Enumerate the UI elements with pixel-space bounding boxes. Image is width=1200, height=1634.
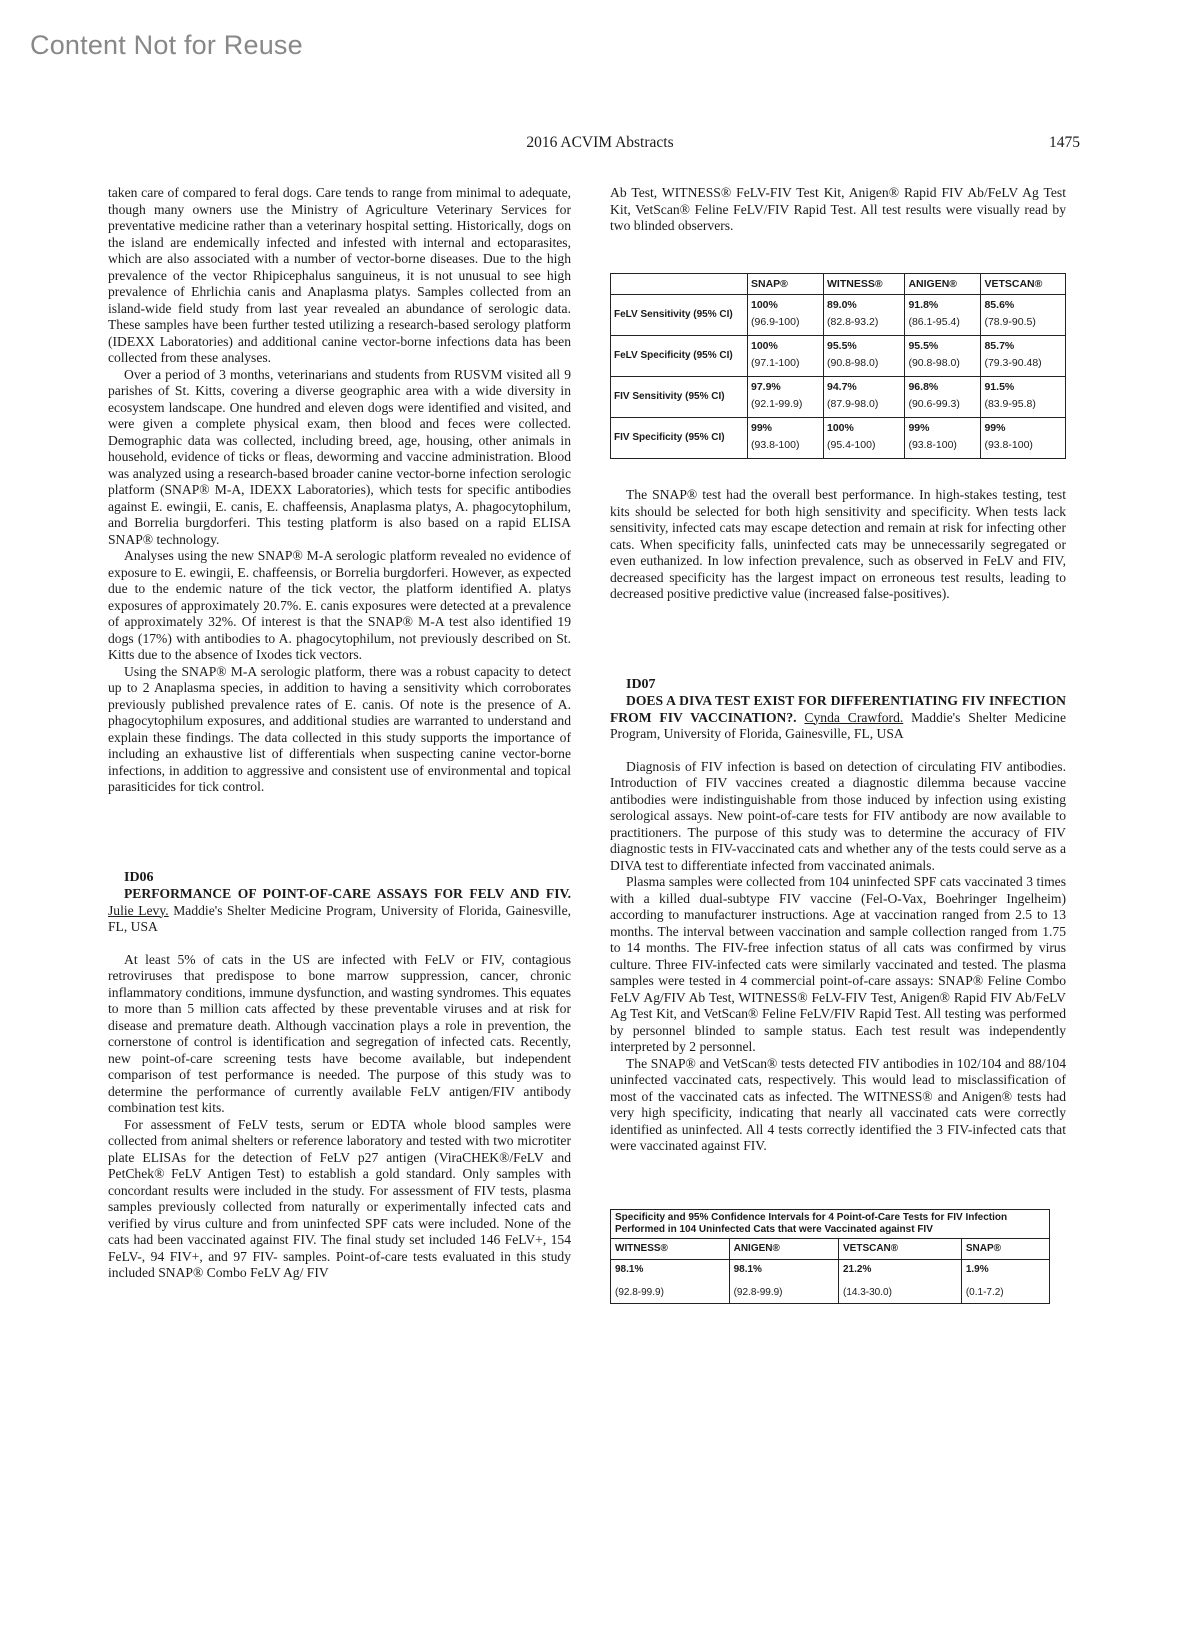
table-cell: 95.5% (90.8-98.0) bbox=[905, 336, 981, 377]
table-cell: 89.0% (82.8-93.2) bbox=[824, 295, 905, 336]
abstract-author: Cynda Crawford. bbox=[804, 709, 904, 725]
table-cell: 99% (93.8-100) bbox=[748, 418, 824, 459]
table-cell: 91.8% (86.1-95.4) bbox=[905, 295, 981, 336]
table-cell: 96.8% (90.6-99.3) bbox=[905, 377, 981, 418]
body-paragraph: The SNAP® test had the overall best performance. In high-stakes testing, test kits should be selected for both high sensitivity and specificity. When tests lack sensitivity, infected cats may escape detection and remain at risk for infecting other cats. When specificity falls, uninfected cats may be unnecessarily segregated or even euthanized. In low infection prevalence, such as observed in FeLV and FIV, decreased specificity has the largest impact on erroneous test results, leading to decreased positive predictive value (increased false-positives). bbox=[610, 487, 1066, 601]
table-cell: 91.5% (83.9-95.8) bbox=[981, 377, 1066, 418]
table-cell: 99% (93.8-100) bbox=[981, 418, 1066, 459]
running-head: 2016 ACVIM Abstracts bbox=[526, 134, 674, 151]
page-number: 1475 bbox=[1049, 134, 1080, 151]
abstract-author: Julie Levy. bbox=[108, 902, 169, 918]
row-label: FeLV Sensitivity (95% CI) bbox=[611, 295, 748, 336]
table-header: ANIGEN® bbox=[729, 1238, 838, 1260]
results-table bbox=[610, 273, 1066, 460]
table-header bbox=[611, 273, 748, 295]
left-column bbox=[108, 185, 571, 1282]
right-column bbox=[610, 185, 1066, 1304]
row-label: FIV Specificity (95% CI) bbox=[611, 418, 748, 459]
body-paragraph: For assessment of FeLV tests, serum or EDTA whole blood samples were collected from animal shelters or reference laboratory and tested with two microtiter plate ELISAs for the detection of FeLV p27 antigen (ViraCHEK®/FeLV and PetChek® FeLV Antigen Test) to establish a gold standard. Only samples with concordant results were included in the study. For assessment of FIV tests, plasma samples previously collected from naturally or experimentally infected cats and verified by virus culture and from uninfected SPF cats were included. None of the cats had been vaccinated against FIV. The final study set included 146 FeLV+, 154 FeLV-, 94 FIV+, and 97 FIV- samples. Point-of-care tests evaluated in this study included SNAP® Combo FeLV Ag/ FIV bbox=[108, 1116, 571, 1280]
table-cell: 100% (96.9-100) bbox=[748, 295, 824, 336]
table-cell: 98.1% (92.8-99.9) bbox=[729, 1260, 838, 1304]
abstract-title: PERFORMANCE OF POINT-OF-CARE ASSAYS FOR FELV AND FIV. bbox=[124, 886, 571, 901]
table-header: WITNESS® bbox=[611, 1238, 730, 1260]
table-cell: 97.9% (92.1-99.9) bbox=[748, 377, 824, 418]
table-header: VETSCAN® bbox=[839, 1238, 962, 1260]
table-header: SNAP® bbox=[961, 1238, 1049, 1260]
table-cell: 100% (95.4-100) bbox=[824, 418, 905, 459]
table-cell: 94.7% (87.9-98.0) bbox=[824, 377, 905, 418]
abstract-affiliation: Maddie's Shelter Medicine Program, University of Florida, Gainesville, FL, USA bbox=[610, 709, 1066, 741]
table-header: SNAP® bbox=[748, 273, 824, 295]
table-header: WITNESS® bbox=[824, 273, 905, 295]
body-paragraph: Diagnosis of FIV infection is based on detection of circulating FIV antibodies. Introduction of FIV vaccines created a diagnostic dilemma because vaccine antibodies were indistinguishable from those induced by infection using existing serological assays. New point-of-care tests for FIV antibody are now available to practitioners. The purpose of this study was to determine the accuracy of FIV diagnostic tests in FIV-vaccinated cats and whether any of the tests could serve as a DIVA test to differentiate infected from vaccinated animals. bbox=[610, 758, 1066, 873]
body-paragraph: Using the SNAP® M-A serologic platform, there was a robust capacity to detect up to 2 Anaplasma species, in addition to having a sensitivity which corroborates previously published prevalence rates of E. canis. Of note is the presence of A. phagocytophilum exposures, and additional studies are warranted to understand and explain these findings. The data collected in this study supports the importance of including an exhaustive list of differentials when suspecting canine vector-borne infections, in addition to aggressive and consistent use of environmental and topical parasiticides for tick control. bbox=[108, 663, 571, 794]
specificity-table bbox=[610, 1209, 1050, 1305]
table-cell: 98.1% (92.8-99.9) bbox=[611, 1260, 730, 1304]
table-cell: 100% (97.1-100) bbox=[748, 336, 824, 377]
table-cell: 99% (93.8-100) bbox=[905, 418, 981, 459]
abstract-affiliation: Maddie's Shelter Medicine Program, University of Florida, Gainesville, FL, USA bbox=[108, 902, 571, 934]
table-caption: Specificity and 95% Confidence Intervals for 4 Point-of-Care Tests for FIV Infection Performed in 104 Uninfected Cats that were Vaccinated against FIV bbox=[611, 1209, 1050, 1238]
body-paragraph: Analyses using the new SNAP® M-A serologic platform revealed no evidence of exposure to E. ewingii, E. chaffeensis, or Borrelia burgdorferi. However, as expected due to the endemic nature of the tick vector, the platform identified A. platys exposures of approximately 20.7%. E. canis exposures were detected at a prevalence of approximately 32%. Of interest is that the SNAP® M-A test also identified 19 dogs (17%) with antibodies to A. phagocytophilum, not previously described on St. Kitts due to the absence of Ixodes tick vectors. bbox=[108, 548, 571, 662]
body-paragraph: Plasma samples were collected from 104 uninfected SPF cats vaccinated 3 times with a killed dual-subtype FIV vaccine (Fel-O-Vax, Boehringer Ingelheim) according to manufacturer instructions. Age at vaccination ranged from 2.5 to 13 months. The interval between vaccination and sample collection ranged from 1.75 to 14 months. The FIV-free infection status of all cats was confirmed by virus culture. Three FIV-infected cats were similarly vaccinated and tested. The plasma samples were tested in 4 commercial point-of-care assays: SNAP® Feline Combo FeLV Ag/FIV Ab Test, WITNESS® FeLV-FIV Test, Anigen® Rapid FIV Ab/FeLV Ag Test Kit, and VetScan® Feline FeLV/FIV Rapid Test. All testing was performed by personnel blinded to sample status. Each test result was independently interpreted by 2 personnel. bbox=[610, 874, 1066, 1054]
watermark: Content Not for Reuse bbox=[30, 30, 303, 60]
table-row bbox=[611, 295, 1066, 336]
body-paragraph: taken care of compared to feral dogs. Care tends to range from minimal to adequate, though many owners use the Ministry of Agriculture Veterinary Services for preventative medicine rather than a veterinary hospital setting. Historically, dogs on the island are endemically infected and infested with internal and ectoparasites, which are also associated with a number of vector-borne diseases. Due to the high prevalence of the vector Rhipicephalus sanguineus, it is not unusual to see high prevalence of Ehrlichia canis and Anaplasma platys. Samples collected from an island-wide field study from last year revealed an abundance of serologic data. These samples have been further tested utilizing a research-based serology platform (IDEXX Laboratories) and additional canine vector-borne infections data has been collected from these analyses. bbox=[108, 185, 571, 365]
body-paragraph: The SNAP® and VetScan® tests detected FIV antibodies in 102/104 and 88/104 uninfected vaccinated cats, respectively. This would lead to misclassification of most of the vaccinated cats as infected. The WITNESS® and Anigen® tests had very high specificity, indicating that nearly all vaccinated cats were correctly identified as uninfected. All 4 tests correctly identified the 3 FIV-infected cats that were vaccinated against FIV. bbox=[610, 1055, 1066, 1153]
table-row bbox=[611, 418, 1066, 459]
abstract-id: ID07 bbox=[626, 676, 656, 692]
table-row bbox=[611, 1260, 1050, 1304]
row-label: FIV Sensitivity (95% CI) bbox=[611, 377, 748, 418]
table-cell: 95.5% (90.8-98.0) bbox=[824, 336, 905, 377]
table-cell: 21.2% (14.3-30.0) bbox=[839, 1260, 962, 1304]
table-cell: 85.6% (78.9-90.5) bbox=[981, 295, 1066, 336]
table-row bbox=[611, 377, 1066, 418]
abstract-heading bbox=[108, 886, 571, 936]
body-paragraph: Over a period of 3 months, veterinarians and students from RUSVM visited all 9 parishes of St. Kitts, covering a diverse geographic area with a wide diversity in ecosystem landscape. One hundred and eleven dogs were identified and visited, and were given a complete physical exam, then blood and feces were collected. Demographic data was collected, including breed, age, housing, other animals in household, evidence of ticks or fleas, deworming and vaccine administration. Blood was analyzed using a research-based broader canine vector-borne infection serologic platform (SNAP® M-A, IDEXX Laboratories), which tests for specific antibodies against E. ewingii, E. canis, E. chaffeensis, Anaplasma platys, A. phagocytophilum, and Borrelia burgdorferi. This testing platform is also based on a rapid ELISA SNAP® technology. bbox=[108, 366, 571, 547]
row-label: FeLV Specificity (95% CI) bbox=[611, 336, 748, 377]
body-paragraph: Ab Test, WITNESS® FeLV-FIV Test Kit, Anigen® Rapid FIV Ab/FeLV Ag Test Kit, VetScan® Feline FeLV/FIV Rapid Test. All test results were visually read by two blinded observers. bbox=[610, 185, 1066, 233]
abstract-id: ID06 bbox=[124, 869, 154, 885]
table-header: ANIGEN® bbox=[905, 273, 981, 295]
table-cell: 1.9% (0.1-7.2) bbox=[961, 1260, 1049, 1304]
body-paragraph: At least 5% of cats in the US are infected with FeLV or FIV, contagious retroviruses that predispose to bone marrow suppression, cancer, chronic inflammatory conditions, immune dysfunction, and wasting syndromes. This equates to more than 5 million cats affected by these preventable viruses and at risk for disease and premature death. Although vaccination plays a role in prevention, the cornerstone of control is identification and segregation of infected cats. Recently, new point-of-care screening tests have become available, but independent comparison of test performance is needed. The purpose of this study was to determine the performance of currently available FeLV antigen/FIV antibody combination test kits. bbox=[108, 951, 571, 1115]
table-header: VETSCAN® bbox=[981, 273, 1066, 295]
table-row bbox=[611, 336, 1066, 377]
abstract-heading bbox=[610, 693, 1066, 743]
abstract-title: DOES A DIVA TEST EXIST FOR DIFFERENTIATING FIV INFECTION FROM FIV VACCINATION?. bbox=[610, 693, 1066, 725]
table-cell: 85.7% (79.3-90.48) bbox=[981, 336, 1066, 377]
